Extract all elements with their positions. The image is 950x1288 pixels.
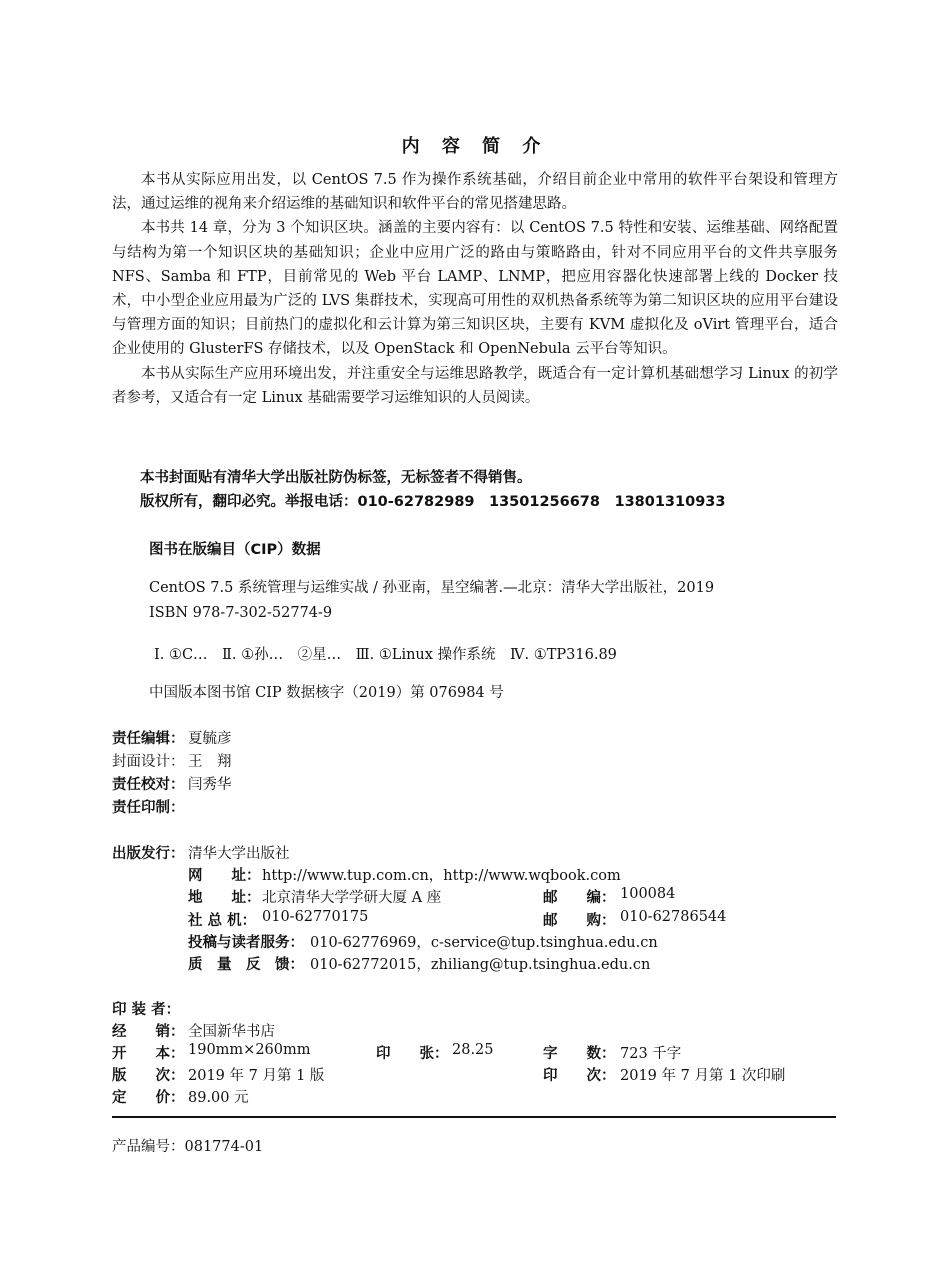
summary-paragraph-3: 本书从实际生产应用环境出发，并注重安全与运维思路教学，既适合有一定计算机基础想学习 Linux 的初学者参考，又适合有一定 Linux 基础需要学习运维知识的人员阅读。 bbox=[112, 365, 838, 406]
switchboard-label: 社 总 机： bbox=[188, 913, 257, 929]
cip-heading: 图书在版编目（CIP）数据 bbox=[149, 542, 321, 558]
format-value: 190mm×260mm bbox=[188, 1042, 311, 1058]
print-manager-label: 责任印制： bbox=[112, 800, 185, 816]
copyright-notice: 版权所有，翻印必究。举报电话：010-62782989 13501256678 13801310933 bbox=[140, 494, 726, 510]
word-count-value: 723 千字 bbox=[620, 1046, 682, 1062]
cip-classification: Ⅰ. ①C… Ⅱ. ①孙… ②星… Ⅲ. ①Linux 操作系统 Ⅳ. ①TP316.89 bbox=[154, 647, 617, 663]
product-code: 产品编号：081774-01 bbox=[112, 1139, 264, 1155]
price-value: 89.00 元 bbox=[188, 1090, 249, 1106]
proof-label: 责任校对： bbox=[112, 777, 185, 793]
distributor-value: 全国新华书店 bbox=[188, 1024, 275, 1040]
cip-isbn: ISBN 978-7-302-52774-9 bbox=[149, 605, 333, 621]
cip-line: CentOS 7.5 系统管理与运维实战 / 孙亚南，星空编著.—北京：清华大学出版社，2019 bbox=[149, 580, 715, 596]
page-title: 内 容 简 介 bbox=[401, 136, 549, 157]
switchboard-value: 010-62770175 bbox=[262, 909, 369, 925]
sheets-label: 印 张： bbox=[376, 1046, 449, 1062]
cip-record: 中国版本图书馆 CIP 数据核字（2019）第 076984 号 bbox=[149, 685, 504, 701]
word-count-label: 字 数： bbox=[543, 1046, 616, 1062]
web-label: 网 址： bbox=[188, 868, 261, 884]
proof-value: 闫秀华 bbox=[188, 777, 232, 793]
quality-label: 质 量 反 馈： bbox=[188, 957, 304, 973]
publisher-name: 清华大学出版社 bbox=[188, 846, 290, 862]
summary-text bbox=[112, 168, 838, 410]
format-label: 开 本： bbox=[112, 1046, 185, 1062]
web-value: http://www.tup.com.cn，http://www.wqbook.com bbox=[262, 868, 621, 884]
impression-value: 2019 年 7 月第 1 次印刷 bbox=[620, 1068, 786, 1084]
address-value: 北京清华大学学研大厦 A 座 bbox=[262, 890, 442, 906]
impression-label: 印 次： bbox=[543, 1068, 616, 1084]
divider-rule bbox=[112, 1116, 836, 1118]
cover-value: 王 翔 bbox=[188, 754, 232, 770]
submission-value: 010-62776969，c-service@tup.tsinghua.edu.cn bbox=[310, 935, 658, 951]
quality-value: 010-62772015，zhiliang@tup.tsinghua.edu.cn bbox=[310, 957, 651, 973]
submission-label: 投稿与读者服务： bbox=[188, 935, 304, 951]
mail-order-label: 邮 购： bbox=[543, 913, 616, 929]
publisher-label: 出版发行： bbox=[112, 846, 185, 862]
edition-value: 2019 年 7 月第 1 版 bbox=[188, 1068, 325, 1084]
anti-counterfeit-notice: 本书封面贴有清华大学出版社防伪标签，无标签者不得销售。 bbox=[140, 470, 532, 486]
price-label: 定 价： bbox=[112, 1090, 185, 1106]
zip-value: 100084 bbox=[620, 886, 676, 902]
printer-label: 印 装 者： bbox=[112, 1002, 181, 1018]
editor-value: 夏毓彦 bbox=[188, 731, 232, 747]
cover-label: 封面设计： bbox=[112, 754, 185, 770]
distributor-label: 经 销： bbox=[112, 1024, 185, 1040]
summary-paragraph-1: 本书从实际应用出发，以 CentOS 7.5 作为操作系统基础，介绍目前企业中常用的软件平台架设和管理方法，通过运维的视角来介绍运维的基础知识和软件平台的常见搭建思路。 bbox=[112, 172, 838, 213]
editor-label: 责任编辑： bbox=[112, 731, 185, 747]
summary-paragraph-2: 本书共 14 章，分为 3 个知识区块。涵盖的主要内容有：以 CentOS 7.5 特性和安装、运维基础、网络配置与结构为第一个知识区块的基础知识；企业中应用广泛的路由与策略路由，针对不同应用平台的文件共享服务 NFS、Samba 和 FTP，目前常见的 Web 平台 LAMP、LNMP，把应用容器化快速部署上线的 Docker 技术，中小型企业应用最为广泛的 LVS 集群技术，实现高可用性的双机热备系统等为第二知识区块的应用平台建设与管理方面的知识；目前热门的虚拟化和云计算为第三知识区块，主要有 KVM 虚拟化及 oVirt 管理平台，适合企业使用的 GlusterFS 存储技术，以及 OpenStack 和 OpenNebula 云平台等知识。 bbox=[112, 220, 838, 358]
mail-order-value: 010-62786544 bbox=[620, 909, 727, 925]
sheets-value: 28.25 bbox=[452, 1042, 494, 1058]
edition-label: 版 次： bbox=[112, 1068, 185, 1084]
address-label: 地 址： bbox=[188, 890, 261, 906]
zip-label: 邮 编： bbox=[543, 890, 616, 906]
